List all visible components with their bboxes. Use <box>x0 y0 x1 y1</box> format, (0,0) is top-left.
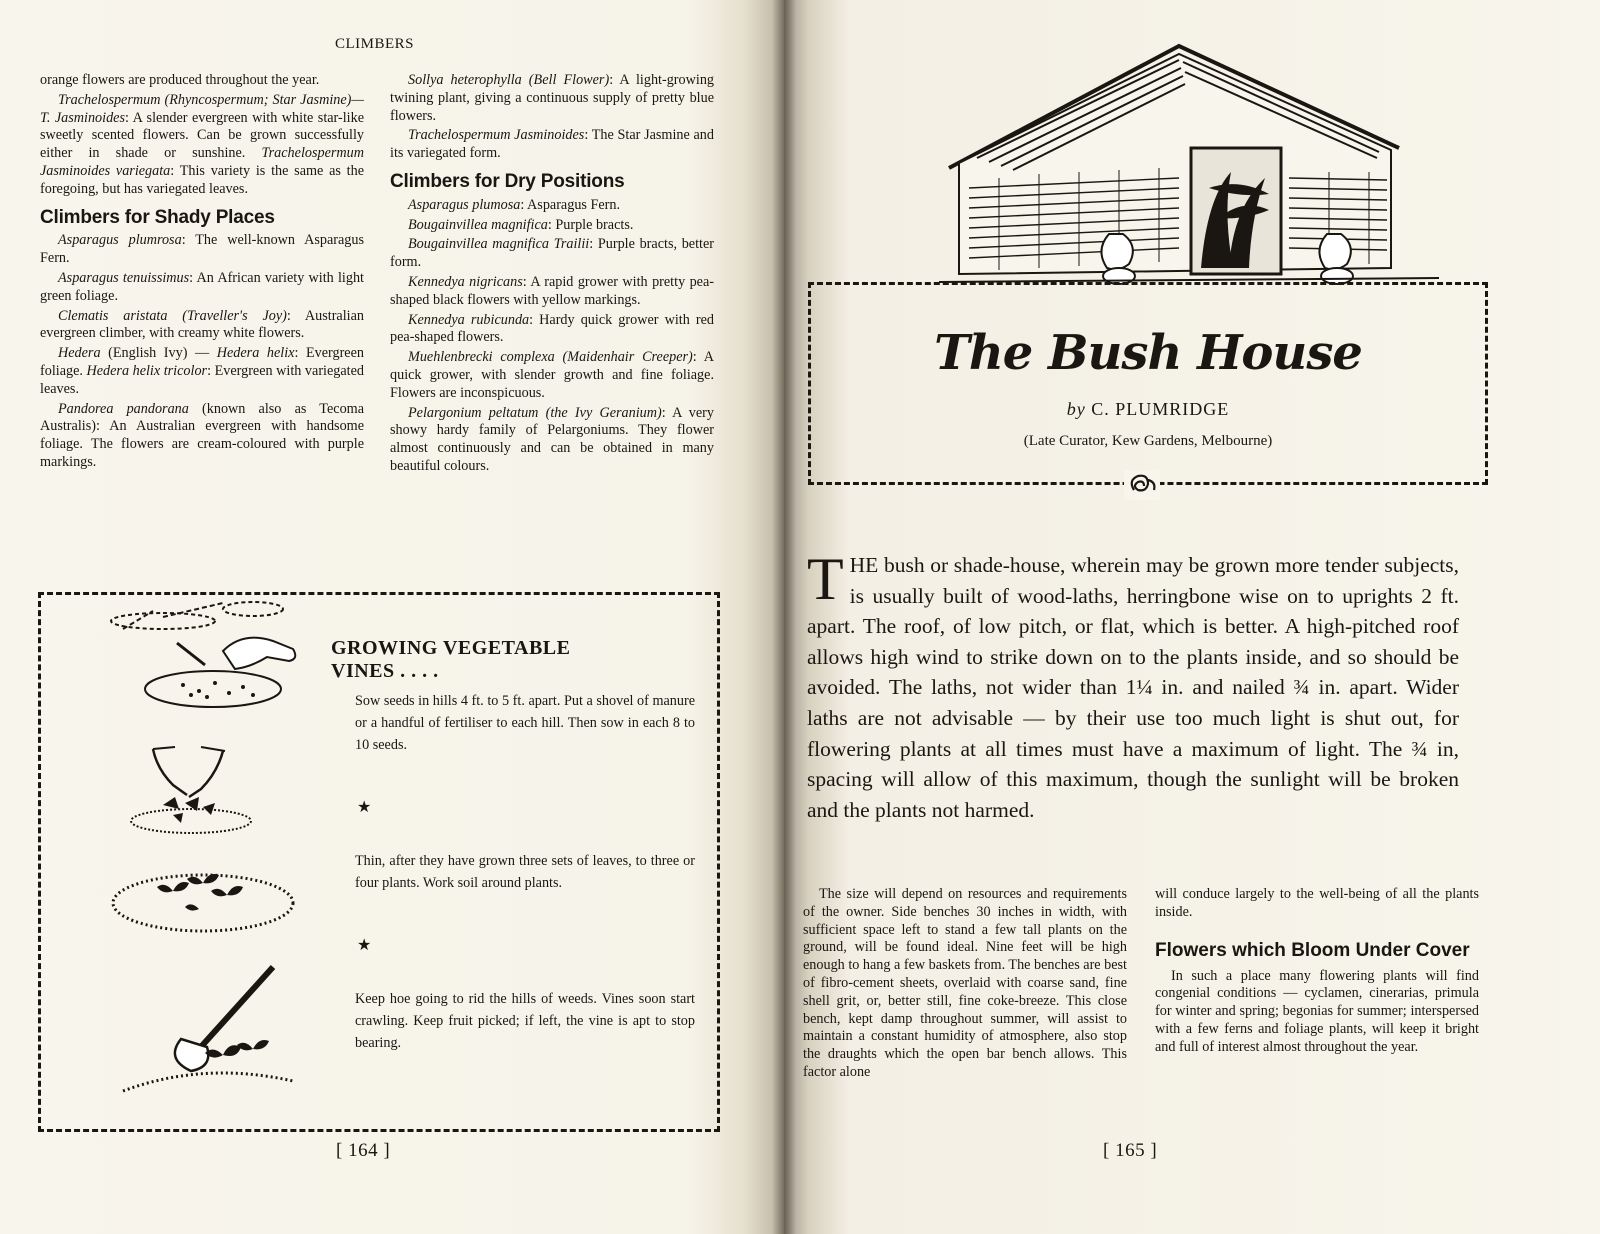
plant-entry: Bougainvillea magnifica Trailii: Purple bracts, better form. <box>390 236 715 271</box>
plant-entry: Sollya heterophylla (Bell Flower): A light-growing twining plant, giving a continuous supply of pretty blue flowers. <box>390 72 715 124</box>
paragraph: orange flowers are produced throughout the year. <box>40 72 320 88</box>
vegetable-vines-box <box>38 592 720 1132</box>
paragraph: Trachelospermum (Rhyncospermum; Star Jasmine)—T. Jasminoides: A slender evergreen with white star-like sweetly scented flowers. Can be grown successfully either in shade or sunshine. Trachelospermum Jasminoides variegata: This variety is the same as the foregoing, but has variegated leaves. <box>40 91 364 197</box>
lead-paragraph: THE bush or shade-house, wherein may be grown more tender subjects, is usually built of wood-laths, herringbone wise on to uprights 2 ft. apart. The roof, of low pitch, or flat, which is better. A high-pitched roof allows high wind to strike down on to the plants inside, and so should be avoided. The laths, not wider than 1¼ in. and nailed ¾ in. apart. Wider laths are not advisable — by their use too much light is shut out, for flowering plants at all times must have a maximum of light. The ¾ in, spacing will allow of this maximum, though the sunlight will be broken and the plants not harmed. <box>807 546 1459 822</box>
seedlings-hill-illustration <box>103 853 303 945</box>
sowing-seeds-illustration <box>103 599 303 717</box>
step-sow: Sow seeds in hills 4 ft. to 5 ft. apart. Put a shovel of manure or a handful of fertiliser to each hill. Then sow in each 8 to 10 seeds. <box>355 693 695 753</box>
author-name: C. PLUMRIDGE <box>1091 399 1230 419</box>
paragraph: will conduce largely to the well-being of all the plants inside. <box>1155 886 1479 920</box>
vegetable-box-title: GROWING VEGETABLE VINES . . . . <box>331 637 571 682</box>
section-heading: Climbers for Dry Positions <box>390 170 625 192</box>
section-heading: Flowers which Bloom Under Cover <box>1155 939 1470 961</box>
plant-entry: Kennedya rubicunda: Hardy quick grower with red pea-shaped flowers. <box>390 311 714 346</box>
right-column-2 <box>1155 886 1479 1057</box>
plant-entry: Kennedya nigricans: A rapid grower with pretty pea-shaped black flowers with yellow markings. <box>390 273 715 308</box>
plant-entry: Asparagus tenuissimus: An African variety with light green foliage. <box>40 269 364 304</box>
drop-cap: T <box>807 546 844 612</box>
plant-entry: Pandorea pandorana (known also as Tecoma Australis): An Australian evergreen with handsome foliage. The flowers are cream-coloured with purple markings. <box>40 400 364 470</box>
plant-entry: Asparagus plumrosa: The well-known Asparagus Fern. <box>40 232 365 267</box>
right-page <box>784 0 1600 1234</box>
article-title: The Bush House <box>934 325 1362 381</box>
plant-entry: Bougainvillea magnifica: Purple bracts. <box>408 216 634 233</box>
step-thin: Thin, after they have grown three sets of leaves, to three or four plants. Work soil around plants. <box>355 853 695 891</box>
star-divider: ★ <box>357 799 372 816</box>
plant-entry: Trachelospermum Jasminoides: The Star Jasmine and its variegated form. <box>390 127 714 162</box>
page-number: [ 164 ] <box>336 1140 391 1161</box>
running-head: CLIMBERS <box>335 36 415 52</box>
paragraph: In such a place many flowering plants will find congenial conditions — cyclamen, cinerarias, primula for winter and spring; begonias for summer; interspersed with a few ferns and foliage plants, will keep it bright and full of interest almost throughout the year. <box>1155 967 1479 1055</box>
plant-entry: Pelargonium peltatum (the Ivy Geranium): A very showy hardy family of Pelargoniums. They flower almost continuously and can be obtained in many beautiful colours. <box>390 404 714 474</box>
paragraph: The size will depend on resources and requirements of the owner. Side benches 30 inches in width, with sufficient space left to stand a few tall plants on the ground, will be found ideal. Nine feet will be high enough to hang a few baskets from. The benches are best of fibro-cement sheets, overlaid with coarse sand, fine shell grit, or, better still, fine coke-breeze. This close bench, kept damp throughout summer, will assist to maintain a constant humidity of atmosphere, also stop the draughts which the open bar bench allows. This factor alone <box>803 886 1127 1080</box>
byline: by C. PLUMRIDGE <box>1066 399 1230 419</box>
ornament-icon <box>1124 470 1160 500</box>
hoe-weeding-illustration <box>103 963 303 1103</box>
title-box <box>808 282 1488 485</box>
bush-house-illustration <box>929 38 1449 298</box>
author-affiliation: (Late Curator, Kew Gardens, Melbourne) <box>1023 433 1273 449</box>
plant-entry: Muehlenbrecki complexa (Maidenhair Creeper): A quick grower, with slender growth and fine foliage. Flowers are inconspicuous. <box>390 349 715 401</box>
plant-entry: Asparagus plumosa: Asparagus Fern. <box>408 196 621 213</box>
step-hoe: Keep hoe going to rid the hills of weeds. Vines soon start crawling. Keep fruit picked; if left, the vine is apt to stop bearing. <box>355 991 695 1051</box>
plant-entry: Clematis aristata (Traveller's Joy): Australian evergreen climber, with creamy white flowers. <box>40 307 364 342</box>
section-heading: Climbers for Shady Places <box>40 206 275 228</box>
page-number: [ 165 ] <box>1103 1140 1158 1161</box>
right-column-1 <box>803 886 1127 1082</box>
planting-hands-illustration <box>103 745 303 845</box>
left-column-2 <box>390 72 714 478</box>
book-gutter <box>772 0 796 1234</box>
plant-entry: Hedera (English Ivy) — Hedera helix: Evergreen foliage. Hedera helix tricolor: Evergreen with variegated leaves. <box>40 345 365 397</box>
left-page <box>0 0 784 1234</box>
star-divider: ★ <box>357 937 372 954</box>
left-column-1 <box>40 72 364 474</box>
